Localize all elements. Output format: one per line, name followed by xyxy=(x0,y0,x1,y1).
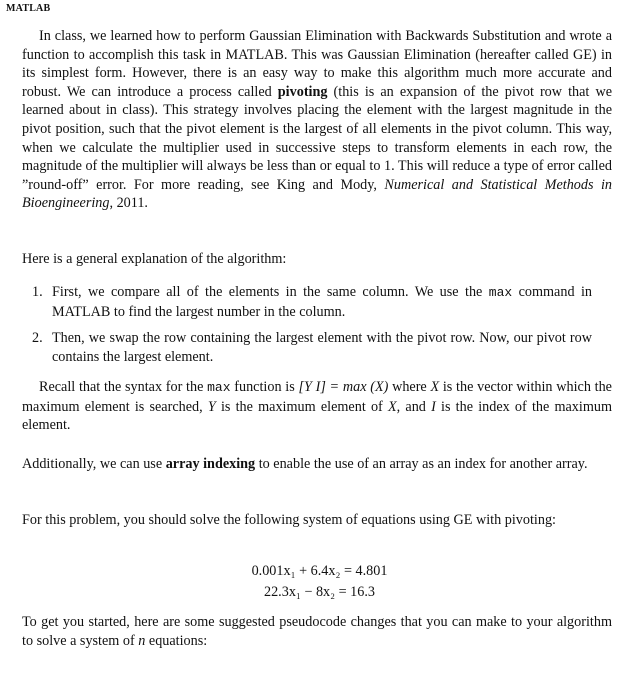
indexing-text-b: to enable the use of an array as an index for another array. xyxy=(255,456,588,472)
closing-text-a: To get you started, here are some suggested pseudocode changes that you can make to your algorithm to solve a system of xyxy=(22,614,612,649)
equation-1: 0.001x₁ + 6.4x₂ = 4.801 xyxy=(251,563,388,579)
var-x: X xyxy=(387,398,397,415)
recall-text-d: is the vector within which the maximum element is searched, xyxy=(22,379,612,415)
recall-text-f: , and xyxy=(396,398,432,415)
step-number: 2. xyxy=(32,330,43,346)
array-indexing-term: array indexing xyxy=(165,456,256,472)
pivoting-term: pivoting xyxy=(277,83,328,100)
closing-text-b: equations: xyxy=(145,632,208,649)
intro-paragraph xyxy=(22,27,612,213)
indexing-text-a: Additionally, we can use xyxy=(22,456,166,472)
var-i: I xyxy=(431,398,436,415)
explanation-heading: Here is a general explanation of the algorithm: xyxy=(22,251,287,267)
intro-text-1: In class, we learned how to perform Gaussian Elimination with Backwards Substitution and wrote a function to accomplish this task in MATLAB. This was Gaussian Elimination (hereafter called GE) in its simplest form. However, there is an easy way to make this algorithm much more accurate and robust. We can introduce a process called xyxy=(22,28,612,100)
var-n: n xyxy=(138,632,146,649)
intro-text-3: , 2011. xyxy=(109,195,148,212)
book-title: Numerical and Statistical Methods in Bioengineering xyxy=(22,176,612,212)
recall-text-e: is the maximum element of xyxy=(215,398,388,415)
closing-paragraph xyxy=(22,613,612,650)
indexing-paragraph xyxy=(22,455,612,474)
step-1-text-b: command in MATLAB to find the largest number in the column. xyxy=(52,284,592,320)
recall-text-a: Recall that the syntax for the xyxy=(39,379,208,395)
recall-text-b: function is xyxy=(230,379,299,395)
recall-paragraph xyxy=(22,378,612,435)
max-code: max xyxy=(207,380,231,395)
document-header: MATLAB xyxy=(6,3,51,14)
step-1-text-a: First, we compare all of the elements in the same column. We use the xyxy=(52,284,489,300)
equation-2: 22.3x₁ − 8x₂ = 16.3 xyxy=(263,584,376,600)
step-text xyxy=(52,283,592,321)
max-syntax: [Y I] = max (X) xyxy=(298,379,389,395)
step-number: 1. xyxy=(32,284,43,300)
var-y: Y xyxy=(207,398,216,415)
intro-text-2: (this is an expansion of the pivot row that we learned about in class). This strategy involves placing the element with the largest magnitude in the pivot position, such that the pivot element is the largest of all elements in the pivot column. This way, when we calculate the multiplier used in successive steps to transform elements in each row, the magnitude of the multiplier will always be less than or equal to 1. This will reduce a type of error called ”round-off” error. For more reading, see King and Mody, xyxy=(22,83,612,193)
recall-text-c: where xyxy=(388,379,431,395)
step-text: Then, we swap the row containing the largest element with the pivot row. Now, our pivot row contains the largest element. xyxy=(52,330,592,365)
max-code: max xyxy=(488,285,513,300)
var-x: X xyxy=(430,379,440,395)
problem-paragraph: For this problem, you should solve the following system of equations using GE with pivoting: xyxy=(22,512,556,528)
recall-text-g: is the index of the maximum element. xyxy=(22,398,612,434)
